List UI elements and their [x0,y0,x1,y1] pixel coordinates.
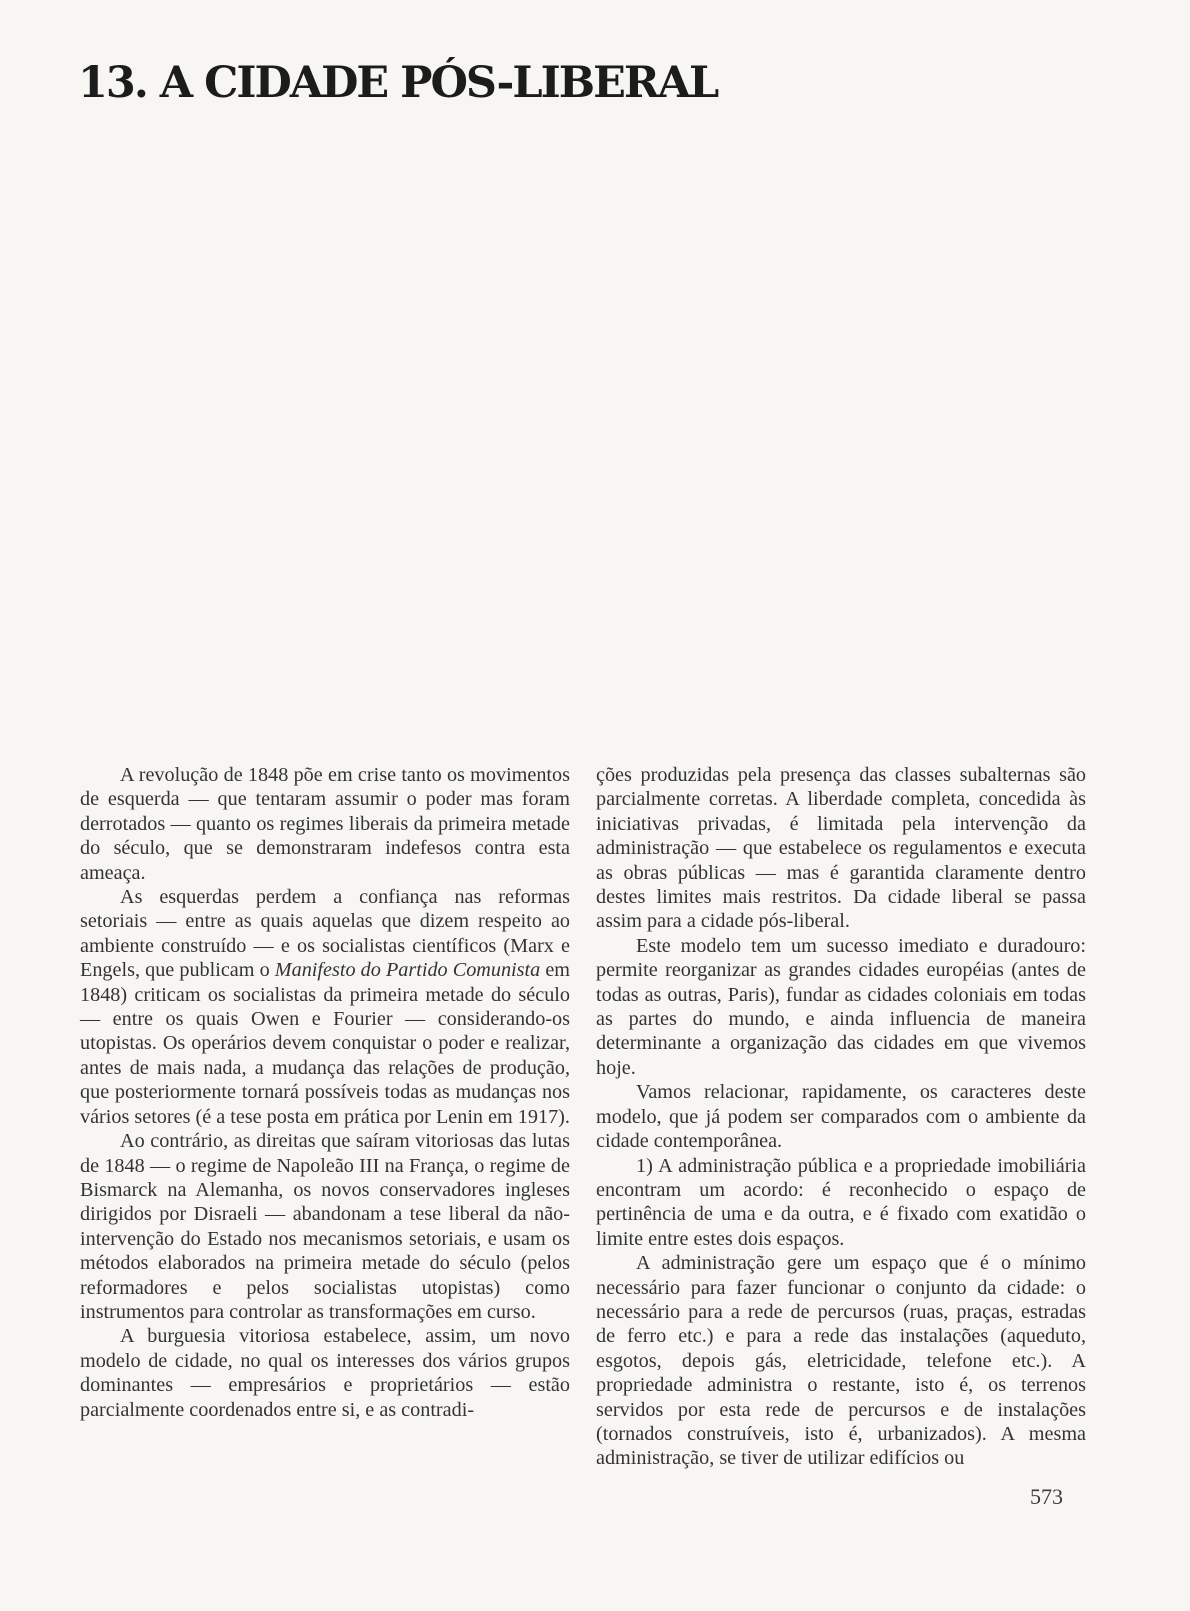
paragraph: Vamos relacionar, rapidamente, os caracteres deste modelo, que já podem ser comparados com o ambiente da cidade contemporânea. [596,1081,1086,1153]
paragraph [80,885,570,1129]
book-title-italic: Manifesto do Partido Comunista [274,959,541,982]
chapter-title: 13. A CIDADE PÓS-LIBERAL [78,58,718,108]
text-column-left [80,763,570,1422]
paragraph: A revolução de 1848 põe em crise tanto os movimentos de esquerda — que tentaram assumir o poder mas foram derrotados — quanto os regimes liberais da primeira metade do século, que se demonstraram indefesos contra esta ameaça. [80,764,570,884]
paragraph: ções produzidas pela presença das classes subalternas são parcialmente corretas. A liberdade completa, concedida às iniciativas privadas, é limitada pela intervenção da administração — que estabelece os regulamentos e executa as obras públicas — mas é garantida claramente dentro destes limites mais restritos. Da cidade liberal se passa assim para a cidade pós-liberal. [596,764,1086,933]
paragraph-text: em 1848) criticam os socialistas da primeira metade do século — entre os quais Owen e Fourier — considerando-os utopistas. Os operários devem conquistar o poder e realizar, antes de mais nada, a mudança das relações de produção, que posteriormente tornará possíveis todas as mudanças nos vários setores (é a tese posta em prática por Lenin em 1917). [80,959,571,1128]
paragraph: Ao contrário, as direitas que saíram vitoriosas das lutas de 1848 — o regime de Napoleão III na França, o regime de Bismarck na Alemanha, os novos conservadores ingleses dirigidos por Disraeli — abandonam a tese liberal da não-intervenção do Estado nos mecanismos setoriais, e usam os métodos elaborados na primeira metade do século (pelos reformadores e pelos socialistas utopistas) como instrumentos para controlar as transformações em curso. [80,1130,570,1323]
paragraph: 1) A administração pública e a propriedade imobiliária encontram um acordo: é reconhecido o espaço de pertinência de uma e da outra, e é fixado com exatidão o limite entre estes dois espaços. [596,1154,1086,1250]
page-number: 573 [1030,1484,1063,1509]
paragraph: A burguesia vitoriosa estabelece, assim, um novo modelo de cidade, no qual os interesses dos vários grupos dominantes — empresários e proprietários — estão parcialmente coordenados entre si, e as contradi- [80,1325,570,1421]
paragraph-text: As esquerdas perdem a confiança nas reformas setoriais — entre as quais aquelas que dizem respeito ao ambiente construído — e os socialistas científicos (Marx e Engels, que publicam o [80,886,570,982]
paragraph: Este modelo tem um sucesso imediato e duradouro: permite reorganizar as grandes cidades européias (antes de todas as outras, Paris), fundar as cidades coloniais em todas as partes do mundo, e ainda influencia de maneira determinante a organização das cidades em que vivemos hoje. [596,934,1086,1079]
text-column-right [596,763,1086,1471]
paragraph: A administração gere um espaço que é o mínimo necessário para fazer funcionar o conjunto da cidade: o necessário para a rede de percursos (ruas, praças, estradas de ferro etc.) e para a rede das instalações (aqueduto, esgotos, depois gás, eletricidade, telefone etc.). A propriedade administra o restante, isto é, os terrenos servidos por esta rede de percursos e de instalações (tornados construíveis, isto é, urbanizados). A mesma administração, se tiver de utilizar edifícios ou [596,1252,1086,1470]
